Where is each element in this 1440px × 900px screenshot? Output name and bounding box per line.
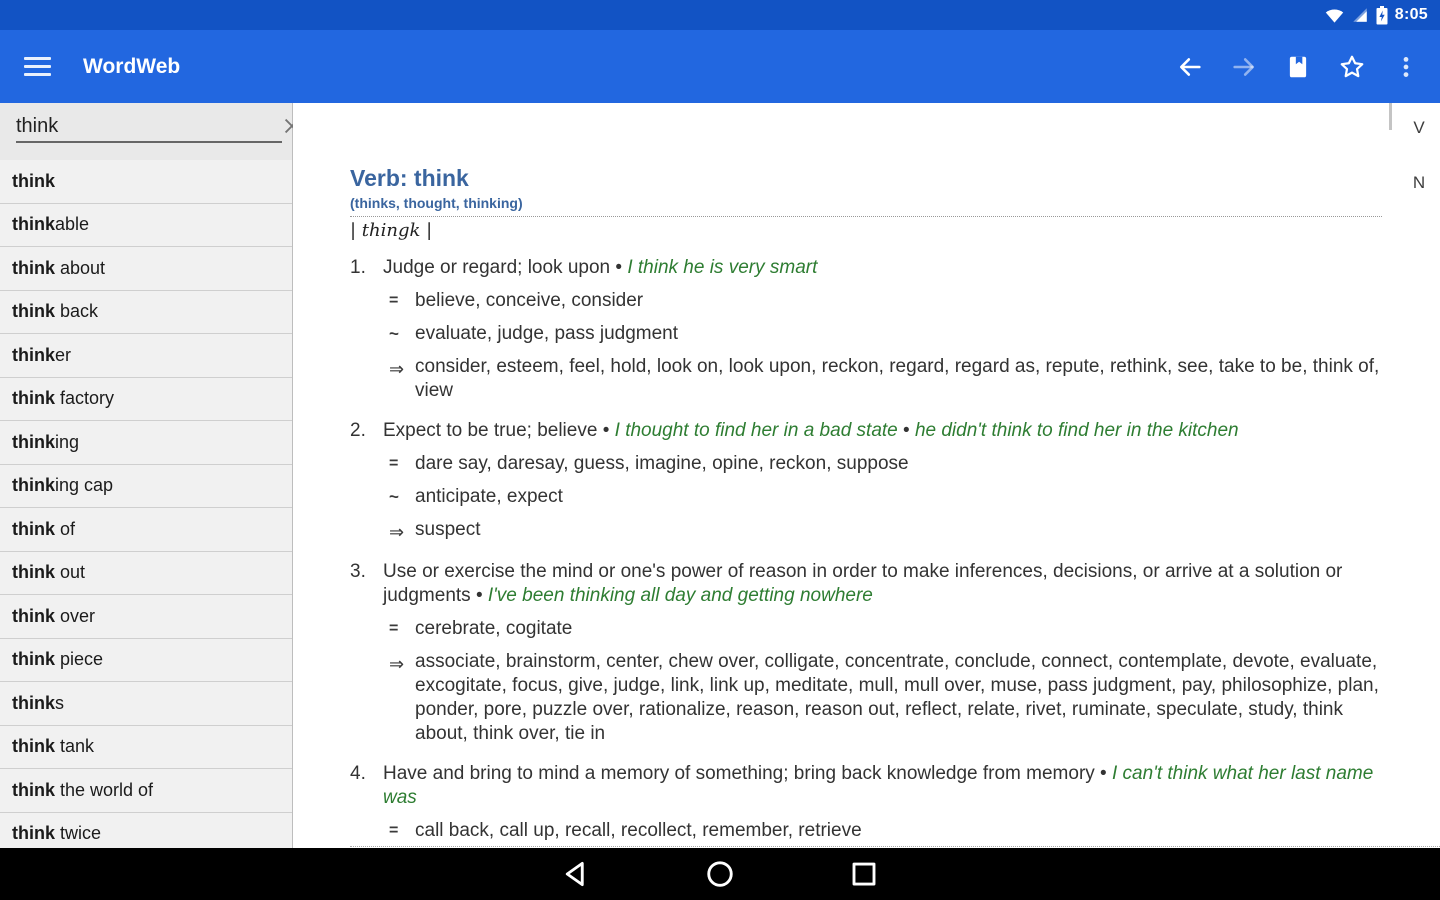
word-item-bold: think (12, 475, 55, 496)
sense-body (383, 560, 1382, 746)
word-item-bold: think (12, 170, 55, 191)
synonym-row (383, 518, 1382, 544)
word-item-bold: think (12, 214, 55, 235)
word-item-bold: think (12, 388, 55, 409)
equals-symbol: = (389, 292, 399, 309)
word-list-item[interactable] (0, 291, 292, 335)
word-list-item[interactable] (0, 334, 292, 378)
word-list-item[interactable] (0, 378, 292, 422)
sense-definition: Judge or regard; look upon • I think he is very smart (383, 257, 818, 278)
scrollbar-thumb[interactable] (1389, 103, 1392, 130)
word-sidebar (0, 103, 293, 848)
synonym-rows (383, 617, 1382, 746)
definition-pane (293, 103, 1440, 848)
search-area (0, 103, 292, 160)
word-item-bold: think (12, 605, 55, 626)
usage-example: he didn't think to find her in the kitchen (914, 420, 1239, 441)
word-list-item[interactable] (0, 769, 292, 813)
synonym-rows (383, 452, 1382, 544)
word-list-item[interactable] (0, 552, 292, 596)
synonym-list[interactable]: call back, call up, recall, recollect, remember, retrieve (415, 820, 862, 841)
menu-icon[interactable] (24, 52, 51, 81)
word-item-bold: think (12, 779, 55, 800)
sense-number: 2. (350, 420, 366, 441)
nav-verb-letter[interactable]: V (1413, 118, 1425, 137)
word-list-item[interactable] (0, 682, 292, 726)
sense-definition: Expect to be true; believe • I thought to find her in a bad state • he didn't think to find her in the kitchen (383, 420, 1239, 441)
word-item-bold: think (12, 431, 55, 452)
sense-definition: Use or exercise the mind or one's power of reason in order to make inferences, decisions, or arrive at a solution or judgments • I've been thinking all day and getting nowhere (383, 561, 1343, 606)
synonym-rows (383, 289, 1382, 403)
forward-arrow-icon[interactable] (1230, 53, 1258, 81)
similar-symbol: ~ (389, 487, 399, 506)
word-item-rest: factory (55, 388, 115, 409)
word-list-item[interactable] (0, 247, 292, 291)
app-title: WordWeb (83, 54, 181, 78)
bookmark-icon[interactable] (1284, 53, 1312, 81)
word-item-rest: twice (55, 823, 102, 844)
implies-symbol: ⇒ (389, 522, 405, 542)
implies-symbol: ⇒ (389, 359, 405, 379)
implies-symbol: ⇒ (389, 654, 405, 674)
word-item-rest: piece (55, 649, 104, 670)
usage-example: I thought to find her in a bad state (614, 420, 898, 441)
word-item-bold: think (12, 518, 55, 539)
equals-symbol: = (389, 822, 399, 839)
status-bar (0, 0, 1440, 30)
usage-example: I can't think what her last name was (383, 763, 1374, 808)
synonym-list[interactable]: suspect (415, 519, 481, 540)
synonym-list[interactable]: believe, conceive, consider (415, 290, 644, 311)
word-list (0, 160, 292, 856)
entry-heading: Verb: think (350, 165, 469, 191)
word-item-rest: out (55, 562, 86, 583)
synonym-row (383, 650, 1382, 746)
usage-example: I think he is very smart (627, 257, 818, 278)
synonym-list[interactable]: evaluate, judge, pass judgment (415, 323, 679, 344)
similar-symbol: ~ (389, 324, 399, 343)
senses (350, 256, 1382, 878)
synonym-row (383, 322, 1382, 346)
sense-number: 1. (350, 257, 366, 278)
status-clock: 8:05 (1394, 6, 1428, 23)
word-list-item[interactable] (0, 508, 292, 552)
word-list-item[interactable] (0, 421, 292, 465)
word-item-rest: the world of (55, 779, 154, 800)
synonym-list[interactable]: associate, brainstorm, center, chew over, colligate, concentrate, conclude, connect, contemplate, devote, evaluate, excogitate, focus, give, judge, link, link up, meditate, mull, mull over, muse, pass judgment, pay, philosophize, plan, ponder, pore, puzzle over, rationalize, reason, reason out, reflect, relate, rivet, ruminate, speculate, study, think about, think over, tie in (415, 651, 1379, 744)
synonym-row (383, 819, 1382, 843)
example-bullet: • (470, 585, 488, 606)
nav-recents-icon[interactable] (847, 857, 881, 891)
sense-definition: Have and bring to mind a memory of something; bring back knowledge from memory • I can't think what her last name was (383, 763, 1374, 808)
overflow-menu-icon[interactable] (1392, 53, 1420, 81)
synonym-list[interactable]: anticipate, expect (415, 486, 563, 507)
word-item-bold: think (12, 257, 55, 278)
synonym-list[interactable]: consider, esteem, feel, hold, look on, look upon, reckon, regard, regard as, repute, rethink, see, take to be, think of, view (415, 356, 1380, 401)
word-list-item[interactable] (0, 595, 292, 639)
sense-number: 3. (350, 561, 366, 582)
sense-body (383, 419, 1382, 544)
word-list-item[interactable] (0, 639, 292, 683)
word-item-rest: about (55, 257, 106, 278)
word-item-rest: of (55, 518, 76, 539)
word-item-rest: tank (55, 736, 95, 757)
wifi-icon (1325, 6, 1344, 25)
word-list-item[interactable] (0, 160, 292, 204)
synonym-row (383, 289, 1382, 313)
example-bullet: • (610, 257, 628, 278)
star-icon[interactable] (1338, 53, 1366, 81)
word-list-item[interactable] (0, 204, 292, 248)
search-input[interactable] (16, 115, 281, 138)
word-item-bold: think (12, 562, 55, 583)
back-arrow-icon[interactable] (1176, 53, 1204, 81)
battery-icon (1376, 6, 1388, 25)
usage-example: I've been thinking all day and getting nowhere (487, 585, 873, 606)
word-item-rest: er (55, 344, 72, 365)
word-item-rest: s (55, 692, 64, 713)
word-item-bold: think (12, 301, 55, 322)
next-section-divider (350, 846, 1440, 847)
word-item-rest: over (55, 605, 96, 626)
equals-symbol: = (389, 620, 399, 637)
entry-inflections: (thinks, thought, thinking) (350, 195, 523, 211)
nav-noun-letter[interactable]: N (1412, 173, 1426, 192)
content-area (0, 103, 1440, 848)
definition-sense (350, 419, 1382, 544)
nav-back-icon[interactable] (559, 857, 593, 891)
word-list-item[interactable] (0, 726, 292, 770)
synonym-row (383, 485, 1382, 509)
part-of-speech-nav (1407, 118, 1431, 228)
pronunciation: | thingk | (350, 220, 433, 241)
example-bullet: • (1094, 763, 1112, 784)
example-bullet: • (597, 420, 615, 441)
word-item-bold: think (12, 736, 55, 757)
word-item-rest: able (55, 214, 90, 235)
section-divider (350, 216, 1382, 217)
equals-symbol: = (389, 455, 399, 472)
word-item-bold: think (12, 823, 55, 844)
nav-home-icon[interactable] (703, 857, 737, 891)
android-nav-bar (0, 848, 1440, 900)
word-item-bold: think (12, 344, 55, 365)
example-bullet: • (897, 420, 915, 441)
sense-number: 4. (350, 763, 366, 784)
word-list-item[interactable] (0, 465, 292, 509)
definition-sense (350, 256, 1382, 403)
word-item-bold: think (12, 692, 55, 713)
synonym-list[interactable]: cerebrate, cogitate (415, 618, 573, 639)
app-bar (0, 30, 1440, 103)
synonym-row (383, 452, 1382, 476)
definition-sense (350, 560, 1382, 746)
synonym-list[interactable]: dare say, daresay, guess, imagine, opine, reckon, suppose (415, 453, 909, 474)
word-item-bold: think (12, 649, 55, 670)
appbar-actions (1176, 53, 1420, 81)
signal-icon (1351, 6, 1369, 24)
word-item-rest: ing (55, 431, 80, 452)
sense-body (383, 256, 1382, 403)
word-item-rest: ing cap (55, 475, 114, 496)
synonym-row (383, 617, 1382, 641)
word-item-rest: back (55, 301, 99, 322)
synonym-row (383, 355, 1382, 403)
